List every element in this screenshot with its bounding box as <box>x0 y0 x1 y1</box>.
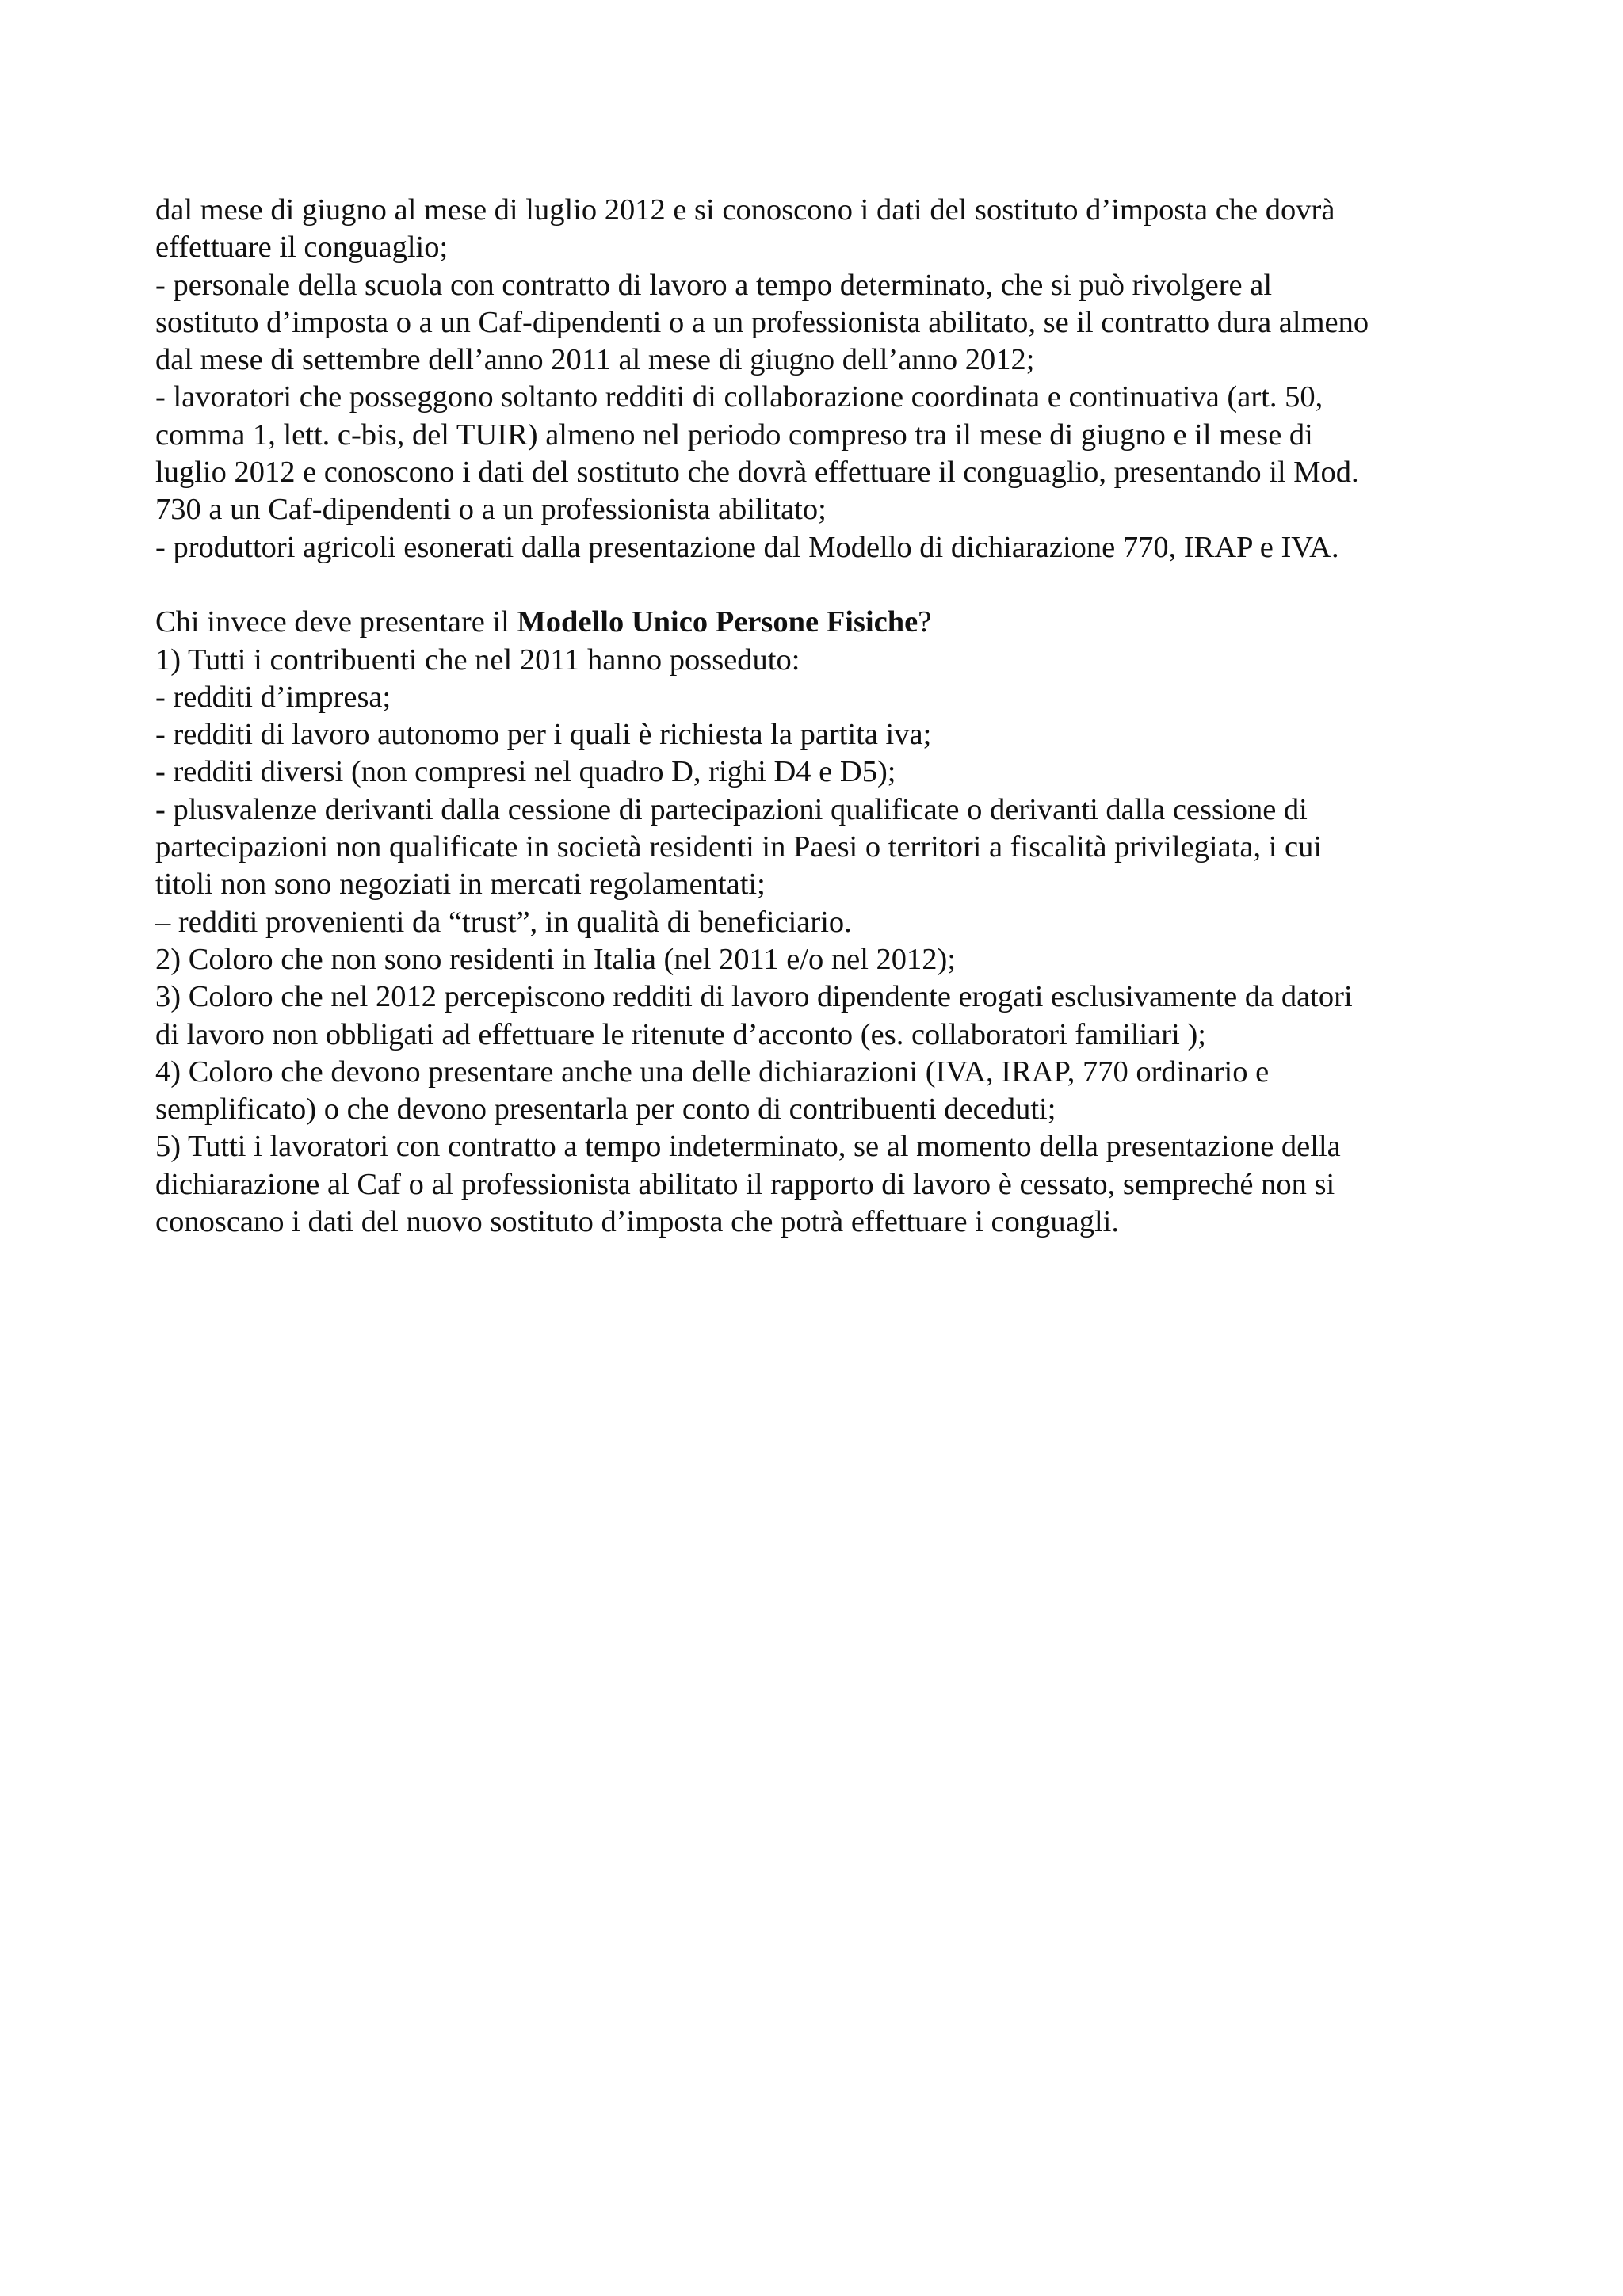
text-line: - redditi di lavoro autonomo per i quali è richiesta la partita iva; <box>155 718 932 752</box>
text-line: - lavoratori che posseggono soltanto redditi di collaborazione coordinata e continuativa (art. 50, <box>155 380 1323 414</box>
question-bold-term: Modello Unico Persone Fisiche <box>517 605 918 639</box>
text-line: titoli non sono negoziati in mercati regolamentati; <box>155 868 766 902</box>
text-line: conoscano i dati del nuovo sostituto d’imposta che potrà effettuare i conguagli. <box>155 1205 1120 1239</box>
text-line: partecipazioni non qualificate in società residenti in Paesi o territori a fiscalità privilegiata, i cui <box>155 830 1323 864</box>
text-line: dal mese di giugno al mese di luglio 2012 e si conoscono i dati del sostituto d’imposta che dovrà <box>155 193 1335 227</box>
text-line: - plusvalenze derivanti dalla cessione di partecipazioni qualificate o derivanti dalla cessione di <box>155 792 1308 826</box>
section-730-eligibility <box>155 192 1503 566</box>
text-line: 2) Coloro che non sono residenti in Italia (nel 2011 e/o nel 2012); <box>155 942 957 976</box>
text-line: dichiarazione al Caf o al professionista abilitato il rapporto di lavoro è cessato, sempreché non si <box>155 1167 1335 1201</box>
text-line: 3) Coloro che nel 2012 percepiscono redditi di lavoro dipendente erogati esclusivamente da datori <box>155 980 1353 1014</box>
question-heading <box>155 604 1503 641</box>
paragraph-spacer <box>155 566 1503 604</box>
text-line: 730 a un Caf-dipendenti o a un professionista abilitato; <box>155 493 827 527</box>
text-line: - redditi diversi (non compresi nel quadro D, righi D4 e D5); <box>155 755 896 789</box>
question-prefix: Chi invece deve presentare il <box>155 605 517 639</box>
section-unico-requirements <box>155 642 1503 1241</box>
text-line: 1) Tutti i contribuenti che nel 2011 hanno posseduto: <box>155 643 800 677</box>
text-line: di lavoro non obbligati ad effettuare le ritenute d’acconto (es. collaboratori familiari ); <box>155 1017 1206 1051</box>
text-line: - personale della scuola con contratto di lavoro a tempo determinato, che si può rivolgere al <box>155 268 1273 302</box>
text-line: semplificato) o che devono presentarla per conto di contribuenti deceduti; <box>155 1093 1056 1127</box>
text-line: 5) Tutti i lavoratori con contratto a tempo indeterminato, se al momento della presentazione della <box>155 1130 1341 1164</box>
text-line: luglio 2012 e conoscono i dati del sostituto che dovrà effettuare il conguaglio, presentando il Mod. <box>155 456 1359 490</box>
text-line: dal mese di settembre dell’anno 2011 al mese di giugno dell’anno 2012; <box>155 343 1035 377</box>
text-line: sostituto d’imposta o a un Caf-dipendenti o a un professionista abilitato, se il contratto dura almeno <box>155 305 1369 339</box>
question-suffix: ? <box>918 605 932 639</box>
text-line: - produttori agricoli esonerati dalla presentazione dal Modello di dichiarazione 770, IRAP e IVA. <box>155 530 1339 564</box>
text-line: - redditi d’impresa; <box>155 680 391 714</box>
document-body <box>155 192 1503 1241</box>
text-line: 4) Coloro che devono presentare anche una delle dichiarazioni (IVA, IRAP, 770 ordinario e <box>155 1055 1270 1089</box>
text-line: effettuare il conguaglio; <box>155 231 449 265</box>
text-line: – redditi provenienti da “trust”, in qualità di beneficiario. <box>155 905 852 939</box>
text-line: comma 1, lett. c-bis, del TUIR) almeno nel periodo compreso tra il mese di giugno e il mese di <box>155 418 1313 452</box>
